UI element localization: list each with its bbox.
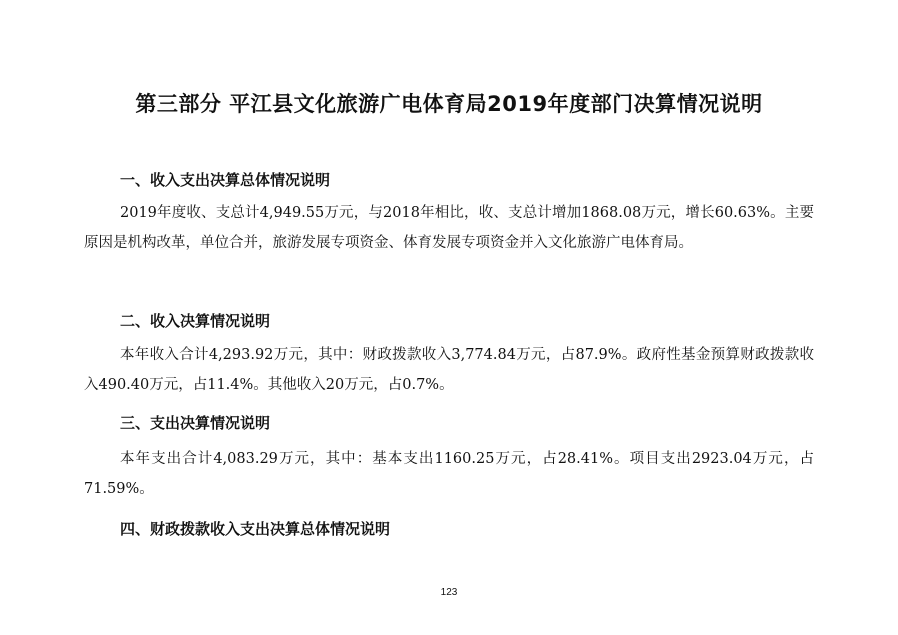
section-heading-fiscal-appropriation: 四、财政拨款收入支出决算总体情况说明 xyxy=(120,520,391,538)
section-paragraph-income: 本年收入合计4,293.92万元，其中：财政拨款收入3,774.84万元，占87.9%。政府性基金预算财政拨款收入490.40万元，占11.4%。其他收入20万元，占0.7%。 xyxy=(84,347,814,393)
page-title: 第三部分 平江县文化旅游广电体育局2019年度部门决算情况说明 xyxy=(135,92,763,116)
section-paragraph-expenditure: 本年支出合计4,083.29万元，其中：基本支出1160.25万元，占28.41%。项目支出2923.04万元，占71.59%。 xyxy=(84,451,814,497)
section-heading-expenditure: 三、支出决算情况说明 xyxy=(120,414,271,432)
section-paragraph-overview: 2019年度收、支总计4,949.55万元，与2018年相比，收、支总计增加1868.08万元，增长60.63%。主要原因是机构改革，单位合并，旅游发展专项资金、体育发展专项资金并入文化旅游广电体育局。 xyxy=(84,205,814,251)
section-heading-income: 二、收入决算情况说明 xyxy=(120,312,271,330)
page-number: 123 xyxy=(440,587,458,598)
section-heading-overview: 一、收入支出决算总体情况说明 xyxy=(120,171,331,189)
